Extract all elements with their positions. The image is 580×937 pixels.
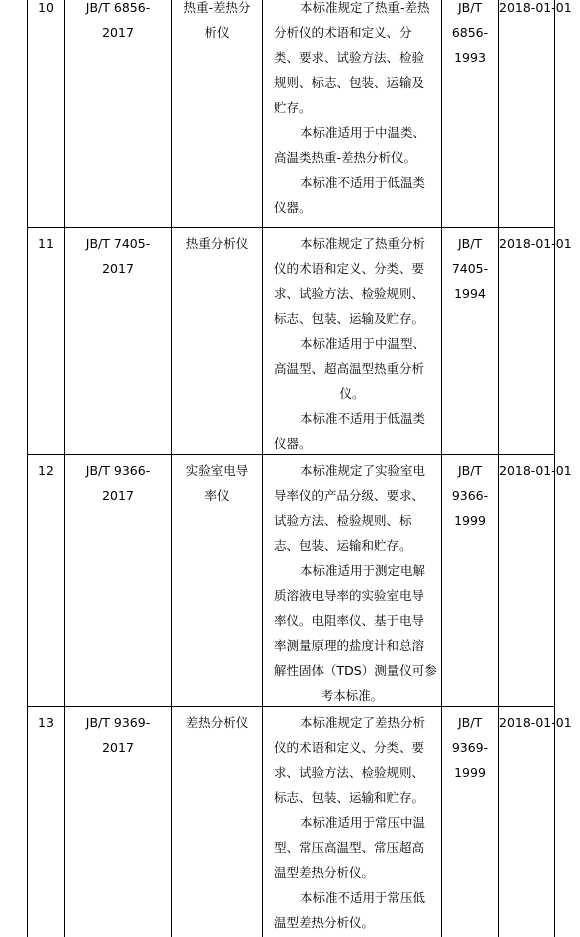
- replaced-standard-line: 6856-: [451, 25, 489, 40]
- replaced-standard-line: JB/T: [457, 463, 483, 478]
- replaced-standard-line: 7405-: [451, 261, 489, 276]
- effective-date: [498, 0, 572, 227]
- row-number: [27, 707, 64, 937]
- replaced-standard: [441, 0, 498, 227]
- standard-scope-line: 本标准适用于常压中温: [300, 815, 426, 830]
- standard-scope-line: 本标准适用于测定电解: [300, 563, 426, 578]
- standard-code: [64, 228, 171, 454]
- standard-name-line: 热重分析仪: [185, 236, 249, 251]
- effective-date: [498, 455, 572, 706]
- standard-scope-line: 贮存。: [274, 100, 312, 115]
- replaced-standard-line: JB/T: [457, 715, 483, 730]
- standard-scope-line: 本标准不适用于低温类: [300, 411, 426, 426]
- standard-code-line: JB/T 9369-: [85, 715, 151, 730]
- standard-scope-line: 标志、包装、运输及贮存。: [274, 311, 425, 326]
- replaced-standard-line: 1999: [454, 513, 486, 528]
- standard-scope-line: 本标准规定了差热分析: [300, 715, 426, 730]
- effective-date-line: 2018-01-01: [499, 236, 572, 251]
- standard-name-line: 析仪: [204, 25, 230, 40]
- row-number-line: 11: [38, 236, 54, 251]
- standard-scope-line: 本标准适用于中温类、: [300, 125, 426, 140]
- effective-date: [498, 707, 572, 937]
- standard-name-line: 率仪: [204, 488, 230, 503]
- standard-scope-line: 型、常压高温型、常压超高: [274, 840, 425, 855]
- table-row: [27, 227, 572, 454]
- standard-code-line: JB/T 9366-: [85, 463, 151, 478]
- replaced-standard-line: JB/T: [457, 0, 483, 15]
- replaced-standard-line: 1993: [454, 50, 486, 65]
- row-number-line: 12: [38, 463, 54, 478]
- standard-scope-line: 仪的术语和定义、分类、要: [274, 261, 425, 276]
- standard-scope-line: 本标准规定了实验室电: [300, 463, 426, 478]
- standard-scope-line: 本标准不适用于常压低: [300, 890, 426, 905]
- standard-scope-line: 解性固体（TDS）测量仪可参: [274, 663, 437, 678]
- standard-name: [171, 707, 262, 937]
- table-row: [27, 706, 572, 937]
- standard-name: [171, 228, 262, 454]
- standard-scope-line: 本标准规定了热重-差热: [300, 0, 430, 15]
- effective-date-line: 2018-01-01: [499, 463, 572, 478]
- table-row: [27, 0, 572, 227]
- standard-scope: [262, 455, 441, 706]
- standard-scope-line: 分析仪的术语和定义、分: [274, 25, 412, 40]
- row-number: [27, 0, 64, 227]
- replaced-standard: [441, 455, 498, 706]
- standard-scope-line: 仪器。: [274, 436, 312, 451]
- standard-code-line: JB/T 6856-: [85, 0, 151, 15]
- standard-name-line: 差热分析仪: [185, 715, 249, 730]
- standard-scope-line: 质溶液电导率的实验室电导: [274, 588, 425, 603]
- table-row: [27, 454, 572, 706]
- replaced-standard-line: 1999: [454, 765, 486, 780]
- replaced-standard-line: 9366-: [451, 488, 489, 503]
- effective-date-line: 2018-01-01: [499, 0, 572, 15]
- standard-code-line: 2017: [102, 25, 134, 40]
- standard-code-line: 2017: [102, 488, 134, 503]
- replaced-standard: [441, 707, 498, 937]
- standard-scope-line: 仪。: [339, 386, 365, 401]
- standard-scope-line: 温型差热分析仪。: [274, 865, 375, 880]
- standard-code: [64, 707, 171, 937]
- standard-scope: [262, 228, 441, 454]
- replaced-standard: [441, 228, 498, 454]
- standard-scope-line: 标志、包装、运输和贮存。: [274, 790, 425, 805]
- standard-scope-line: 本标准适用于中温型、: [300, 336, 426, 351]
- standard-code-line: JB/T 7405-: [85, 236, 151, 251]
- standard-scope-line: 求、试验方法、检验规则、: [274, 765, 425, 780]
- standard-scope: [262, 0, 441, 227]
- standard-scope-line: 仪的术语和定义、分类、要: [274, 740, 425, 755]
- standard-name: [171, 455, 262, 706]
- replaced-standard-line: 1994: [454, 286, 486, 301]
- standard-name: [171, 0, 262, 227]
- standard-scope-line: 考本标准。: [320, 688, 384, 703]
- standard-code-line: 2017: [102, 740, 134, 755]
- standard-scope-line: 高温型、超高温型热重分析: [274, 361, 425, 376]
- row-number-line: 13: [38, 715, 54, 730]
- standards-table: [27, 0, 572, 937]
- standard-scope-line: 本标准不适用于低温类: [300, 175, 426, 190]
- row-number: [27, 455, 64, 706]
- standard-scope-line: 率仪。电阻率仪、基于电导: [274, 613, 425, 628]
- standard-scope-line: 本标准规定了热重分析: [300, 236, 426, 251]
- standard-scope-line: 类、要求、试验方法、检验: [274, 50, 425, 65]
- standard-scope-line: 规则、标志、包装、运输及: [274, 75, 425, 90]
- standard-scope-line: 志、包装、运输和贮存。: [274, 538, 412, 553]
- standard-scope-line: 求、试验方法、检验规则、: [274, 286, 425, 301]
- standard-code: [64, 0, 171, 227]
- standard-scope-line: 仪器。: [274, 200, 312, 215]
- standard-code: [64, 455, 171, 706]
- standard-scope-line: 温型差热分析仪。: [274, 915, 375, 930]
- standard-scope-line: 高温类热重-差热分析仪。: [274, 150, 417, 165]
- standard-scope-line: 率测量原理的盐度计和总溶: [274, 638, 425, 653]
- standard-name-line: 热重-差热分: [183, 0, 251, 15]
- replaced-standard-line: JB/T: [457, 236, 483, 251]
- standard-scope-line: 导率仪的产品分级、要求、: [274, 488, 425, 503]
- effective-date-line: 2018-01-01: [499, 715, 572, 730]
- row-number-line: 10: [38, 0, 54, 15]
- standard-scope-line: 试验方法、检验规则、标: [274, 513, 412, 528]
- effective-date: [498, 228, 572, 454]
- standard-name-line: 实验室电导: [185, 463, 249, 478]
- standard-code-line: 2017: [102, 261, 134, 276]
- replaced-standard-line: 9369-: [451, 740, 489, 755]
- row-number: [27, 228, 64, 454]
- standard-scope: [262, 707, 441, 937]
